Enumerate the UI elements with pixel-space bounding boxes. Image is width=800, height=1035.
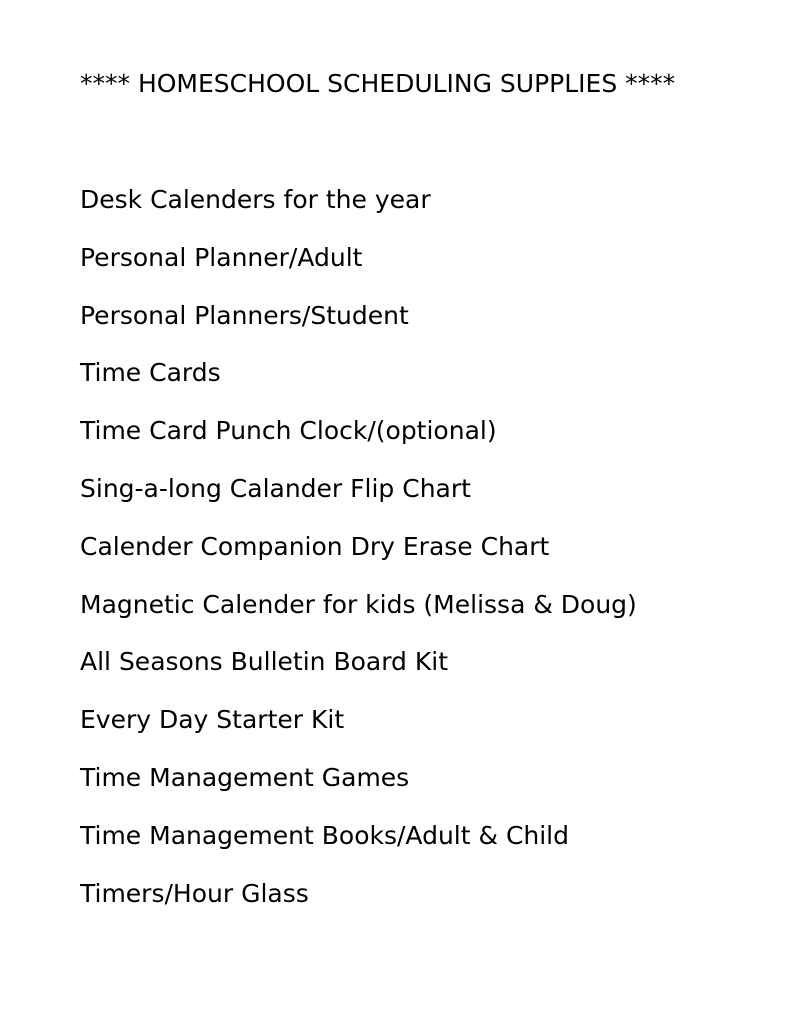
list-item: Desk Calenders for the year <box>80 185 431 214</box>
document-title: **** HOMESCHOOL SCHEDULING SUPPLIES **** <box>80 69 676 98</box>
list-item: Calender Companion Dry Erase Chart <box>80 531 550 561</box>
list-item: Every Day Starter Kit <box>80 705 345 735</box>
list-item: Time Management Books/Adult & Child <box>80 820 570 850</box>
list-item: Timers/Hour Glass <box>80 878 309 908</box>
list-item: Sing-a-long Calander Flip Chart <box>80 473 471 503</box>
list-item: Personal Planners/Student <box>80 300 409 330</box>
list-item: All Seasons Bulletin Board Kit <box>80 647 449 677</box>
list-item: Magnetic Calender for kids (Melissa & Doug) <box>80 589 637 619</box>
list-item: Time Card Punch Clock/(optional) <box>80 416 497 446</box>
supplies-list <box>80 182 637 933</box>
list-item: Personal Planner/Adult <box>80 242 363 272</box>
list-item: Time Cards <box>80 358 221 388</box>
list-item: Time Management Games <box>80 762 410 792</box>
